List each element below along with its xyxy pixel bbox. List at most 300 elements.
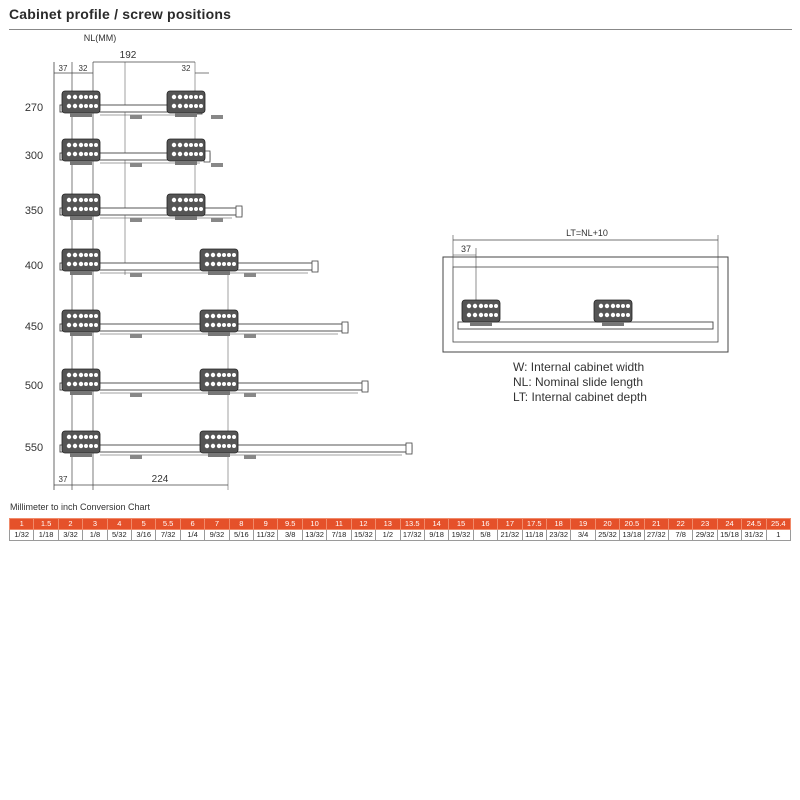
screw-hole: [67, 207, 71, 211]
inch-cell: 3/8: [278, 530, 302, 541]
screw-hole: [67, 152, 71, 156]
screw-hole: [232, 382, 236, 386]
mm-cell: 17.5: [522, 519, 546, 530]
screw-hole: [67, 253, 71, 257]
screw-hole: [227, 382, 231, 386]
screw-hole: [479, 304, 483, 308]
screw-hole: [84, 435, 88, 439]
bracket-foot: [208, 271, 230, 275]
screw-hole: [621, 313, 625, 317]
screw-hole: [94, 314, 98, 318]
dim-label-37b: 37: [58, 475, 68, 484]
screw-hole: [94, 104, 98, 108]
screw-hole: [217, 323, 221, 327]
screw-hole: [73, 382, 77, 386]
screw-hole: [616, 304, 620, 308]
screw-hole: [199, 95, 203, 99]
inch-cell: 29/32: [693, 530, 717, 541]
slide-clip: [130, 115, 142, 119]
screw-hole: [67, 198, 71, 202]
screw-hole: [227, 373, 231, 377]
screw-hole: [67, 262, 71, 266]
mm-cell: 13: [376, 519, 400, 530]
bracket-body: [62, 369, 100, 391]
bracket-foot: [208, 332, 230, 336]
mm-cell: 20.5: [620, 519, 644, 530]
screw-hole: [73, 444, 77, 448]
screw-hole: [89, 152, 93, 156]
mm-cell: 17: [498, 519, 522, 530]
screw-hole: [67, 323, 71, 327]
bracket-foot: [175, 216, 197, 220]
screw-hole: [217, 382, 221, 386]
screw-hole: [84, 373, 88, 377]
screw-hole: [599, 313, 603, 317]
dim-label-224: 224: [151, 474, 169, 485]
inch-cell: 23/32: [546, 530, 570, 541]
rear-bracket: [62, 431, 100, 457]
screw-hole: [172, 95, 176, 99]
screw-hole: [222, 253, 226, 257]
rear-bracket: [62, 194, 100, 220]
mm-cell: 18: [546, 519, 570, 530]
bracket-body: [200, 310, 238, 332]
screw-hole: [484, 304, 488, 308]
bracket-foot: [70, 391, 92, 395]
inch-cell: 1: [766, 530, 790, 541]
screw-hole: [89, 444, 93, 448]
screw-hole: [73, 435, 77, 439]
mm-cell: 5.5: [156, 519, 180, 530]
screw-hole: [222, 382, 226, 386]
screw-hole: [621, 304, 625, 308]
screw-hole: [73, 262, 77, 266]
bracket-body: [167, 194, 205, 216]
front-bracket: [200, 431, 238, 457]
screw-hole: [489, 313, 493, 317]
bracket-body: [62, 310, 100, 332]
screw-hole: [184, 143, 188, 147]
screw-hole: [89, 143, 93, 147]
bracket-foot: [70, 161, 92, 165]
screw-hole: [611, 304, 615, 308]
mm-cell: 1.5: [34, 519, 58, 530]
bracket-foot: [70, 113, 92, 117]
screw-hole: [89, 198, 93, 202]
slide-clip: [244, 455, 256, 459]
bracket-foot: [470, 322, 492, 326]
legend-item-lt: LT: Internal cabinet depth: [513, 390, 647, 404]
cabinet-rear-bracket: [462, 300, 500, 326]
inch-cell: 11/32: [254, 530, 278, 541]
screw-hole: [217, 435, 221, 439]
screw-hole: [189, 95, 193, 99]
mm-cell: 12: [351, 519, 375, 530]
mm-cell: 6: [180, 519, 204, 530]
slide-clip: [244, 334, 256, 338]
dim-label-32: 32: [78, 64, 88, 73]
screw-hole: [616, 313, 620, 317]
screw-hole: [205, 382, 209, 386]
slide-clip: [130, 163, 142, 167]
screw-hole: [79, 198, 83, 202]
screw-hole: [211, 373, 215, 377]
screw-hole: [79, 323, 83, 327]
screw-hole: [222, 373, 226, 377]
slide-row: [25, 194, 242, 222]
screw-hole: [67, 373, 71, 377]
inch-cell: 5/8: [473, 530, 497, 541]
inch-cell: 13/32: [302, 530, 326, 541]
inch-cell: 7/8: [668, 530, 692, 541]
screw-hole: [205, 253, 209, 257]
dim-label-37: 37: [58, 64, 68, 73]
screw-hole: [94, 207, 98, 211]
mm-cell: 16: [473, 519, 497, 530]
screw-hole: [79, 382, 83, 386]
conversion-table: [9, 518, 791, 541]
screw-hole: [222, 323, 226, 327]
screw-hole: [67, 314, 71, 318]
mm-cell: 22: [668, 519, 692, 530]
screw-hole: [211, 444, 215, 448]
screw-hole: [199, 152, 203, 156]
screw-hole: [232, 435, 236, 439]
front-bracket: [200, 249, 238, 275]
screw-hole: [94, 382, 98, 386]
rear-bracket: [62, 139, 100, 165]
inch-cell: 31/32: [742, 530, 766, 541]
screw-hole: [184, 95, 188, 99]
inch-cell: 15/18: [717, 530, 741, 541]
mm-cell: 14: [424, 519, 448, 530]
screw-hole: [84, 262, 88, 266]
screw-hole: [67, 444, 71, 448]
mm-cell: 13.5: [400, 519, 424, 530]
rear-bracket: [62, 310, 100, 336]
inch-cell: 1/32: [10, 530, 34, 541]
screw-hole: [94, 435, 98, 439]
screw-hole: [211, 262, 215, 266]
screw-hole: [94, 262, 98, 266]
bracket-body: [462, 300, 500, 322]
slide-clip: [130, 455, 142, 459]
screw-hole: [84, 382, 88, 386]
screw-hole: [626, 304, 630, 308]
rear-bracket: [62, 91, 100, 117]
screw-hole: [94, 143, 98, 147]
screw-hole: [227, 444, 231, 448]
bracket-foot: [175, 161, 197, 165]
screw-hole: [189, 104, 193, 108]
slide-clip: [130, 218, 142, 222]
screw-hole: [84, 104, 88, 108]
screw-hole: [94, 373, 98, 377]
mm-cell: 5: [132, 519, 156, 530]
screw-hole: [211, 435, 215, 439]
bracket-foot: [208, 453, 230, 457]
slide-clip: [244, 393, 256, 397]
inch-cell: 19/32: [449, 530, 473, 541]
slide-clip: [211, 218, 223, 222]
screw-hole: [189, 143, 193, 147]
bracket-body: [62, 139, 100, 161]
screw-hole: [489, 304, 493, 308]
screw-hole: [605, 313, 609, 317]
inch-cell: 25/32: [595, 530, 619, 541]
screw-hole: [94, 444, 98, 448]
mm-cell: 23: [693, 519, 717, 530]
bracket-body: [62, 249, 100, 271]
offset-label: 37: [460, 244, 472, 254]
screw-hole: [189, 207, 193, 211]
slide-clip: [130, 393, 142, 397]
screw-hole: [232, 444, 236, 448]
screw-hole: [79, 95, 83, 99]
lt-label: LT=NL+10: [566, 228, 608, 238]
rear-bracket: [62, 249, 100, 275]
screw-hole: [467, 313, 471, 317]
legend-item-nl: NL: Nominal slide length: [513, 375, 644, 389]
screw-hole: [84, 323, 88, 327]
cabinet-section: [443, 228, 728, 352]
screw-hole: [194, 207, 198, 211]
mm-cell: 7: [205, 519, 229, 530]
screw-hole: [473, 304, 477, 308]
screw-hole: [94, 253, 98, 257]
screw-hole: [73, 207, 77, 211]
screw-hole: [79, 207, 83, 211]
slide-front-cap: [342, 322, 348, 333]
screw-hole: [194, 198, 198, 202]
inch-cell: 17/32: [400, 530, 424, 541]
screw-hole: [494, 313, 498, 317]
screw-hole: [94, 198, 98, 202]
slide-front-cap: [362, 381, 368, 392]
bracket-foot: [208, 391, 230, 395]
screw-hole: [184, 152, 188, 156]
screw-hole: [194, 152, 198, 156]
screw-hole: [227, 323, 231, 327]
inch-cell: 5/16: [229, 530, 253, 541]
screw-hole: [89, 314, 93, 318]
bracket-foot: [70, 271, 92, 275]
mm-cell: 9: [254, 519, 278, 530]
screw-hole: [205, 435, 209, 439]
bracket-body: [167, 139, 205, 161]
screw-hole: [178, 207, 182, 211]
mm-cell: 21: [644, 519, 668, 530]
bracket-foot: [602, 322, 624, 326]
inch-cell: 3/16: [132, 530, 156, 541]
screw-hole: [227, 253, 231, 257]
slide-row: [25, 139, 223, 167]
inch-cell: 7/18: [327, 530, 351, 541]
slide-clip: [211, 163, 223, 167]
screw-hole: [205, 323, 209, 327]
screw-hole: [79, 435, 83, 439]
inch-cell: 27/32: [644, 530, 668, 541]
screw-hole: [227, 314, 231, 318]
inch-cell: 13/18: [620, 530, 644, 541]
mm-cell: 1: [10, 519, 34, 530]
bracket-foot: [70, 332, 92, 336]
inch-row: [10, 530, 791, 541]
bracket-body: [200, 431, 238, 453]
screw-hole: [89, 207, 93, 211]
screw-hole: [79, 104, 83, 108]
screw-hole: [199, 207, 203, 211]
screw-hole: [89, 435, 93, 439]
inch-cell: 3/32: [58, 530, 82, 541]
inch-cell: 11/18: [522, 530, 546, 541]
screw-hole: [79, 444, 83, 448]
screw-hole: [189, 198, 193, 202]
screw-hole: [205, 373, 209, 377]
mm-cell: 9.5: [278, 519, 302, 530]
mm-cell: 20: [595, 519, 619, 530]
screw-hole: [205, 444, 209, 448]
screw-hole: [172, 104, 176, 108]
inch-cell: 5/32: [107, 530, 131, 541]
screw-hole: [84, 314, 88, 318]
bracket-body: [62, 431, 100, 453]
mm-cell: 3: [83, 519, 107, 530]
screw-hole: [222, 262, 226, 266]
screw-hole: [194, 104, 198, 108]
screw-hole: [73, 323, 77, 327]
screw-hole: [73, 152, 77, 156]
screw-hole: [84, 143, 88, 147]
nl-label: 450: [24, 321, 44, 333]
inch-cell: 21/32: [498, 530, 522, 541]
inch-cell: 7/32: [156, 530, 180, 541]
screw-hole: [184, 207, 188, 211]
screw-hole: [73, 95, 77, 99]
screw-hole: [205, 262, 209, 266]
screw-hole: [232, 323, 236, 327]
screw-hole: [605, 304, 609, 308]
screw-hole: [67, 104, 71, 108]
screw-hole: [217, 444, 221, 448]
slide-row: [25, 310, 348, 338]
bracket-foot: [175, 113, 197, 117]
screw-hole: [79, 262, 83, 266]
screw-hole: [217, 253, 221, 257]
front-bracket: [200, 369, 238, 395]
slide-front-cap: [236, 206, 242, 217]
mm-cell: 24.5: [742, 519, 766, 530]
screw-hole: [67, 435, 71, 439]
nl-label: 550: [24, 442, 44, 454]
screw-hole: [189, 152, 193, 156]
screw-hole: [467, 304, 471, 308]
screw-hole: [484, 313, 488, 317]
cabinet-slide-rail: [458, 322, 713, 329]
nl-label: 400: [24, 260, 44, 272]
mm-cell: 10: [302, 519, 326, 530]
slide-clip: [244, 273, 256, 277]
screw-hole: [178, 198, 182, 202]
screw-hole: [199, 198, 203, 202]
screw-hole: [84, 207, 88, 211]
screw-hole: [217, 373, 221, 377]
slide-row: [25, 431, 412, 459]
dim-label-32b: 32: [181, 64, 191, 73]
screw-hole: [79, 253, 83, 257]
screw-hole: [89, 262, 93, 266]
page-title: Cabinet profile / screw positions: [9, 6, 232, 22]
bracket-body: [200, 369, 238, 391]
bracket-body: [62, 91, 100, 113]
screw-hole: [84, 444, 88, 448]
screw-hole: [73, 253, 77, 257]
inch-cell: 9/18: [424, 530, 448, 541]
screw-hole: [94, 152, 98, 156]
screw-hole: [211, 314, 215, 318]
cabinet-front-bracket: [594, 300, 632, 326]
nl-label: 350: [24, 205, 44, 217]
screw-hole: [232, 253, 236, 257]
screw-hole: [178, 143, 182, 147]
screw-hole: [79, 152, 83, 156]
slide-front-cap: [312, 261, 318, 272]
slide-rows: [25, 91, 412, 459]
front-bracket: [167, 91, 205, 117]
nl-label: 300: [24, 150, 44, 162]
inch-cell: 3/4: [571, 530, 595, 541]
screw-hole: [84, 253, 88, 257]
slide-clip: [130, 273, 142, 277]
screw-hole: [205, 314, 209, 318]
screw-hole: [89, 95, 93, 99]
mm-cell: 8: [229, 519, 253, 530]
screw-hole: [217, 262, 221, 266]
screw-hole: [211, 253, 215, 257]
screw-hole: [232, 314, 236, 318]
bracket-foot: [70, 453, 92, 457]
screw-hole: [178, 104, 182, 108]
front-bracket: [167, 194, 205, 220]
screw-hole: [599, 304, 603, 308]
inch-cell: 1/4: [180, 530, 204, 541]
screw-hole: [79, 143, 83, 147]
screw-hole: [89, 323, 93, 327]
screw-hole: [211, 323, 215, 327]
conversion-chart-title: Millimeter to inch Conversion Chart: [10, 502, 151, 512]
screw-hole: [494, 304, 498, 308]
screw-hole: [84, 198, 88, 202]
bracket-foot: [70, 216, 92, 220]
screw-hole: [172, 143, 176, 147]
slide-clip: [130, 334, 142, 338]
screw-hole: [94, 323, 98, 327]
slide-clip: [211, 115, 223, 119]
nl-label: 500: [24, 380, 44, 392]
dim-label-192: 192: [119, 50, 137, 61]
inch-cell: 1/18: [34, 530, 58, 541]
screw-hole: [217, 314, 221, 318]
screw-hole: [222, 444, 226, 448]
screw-hole: [73, 314, 77, 318]
slide-row: [25, 249, 318, 277]
screw-hole: [178, 152, 182, 156]
screw-hole: [232, 373, 236, 377]
inch-cell: 1/2: [376, 530, 400, 541]
bracket-body: [167, 91, 205, 113]
front-bracket: [200, 310, 238, 336]
bracket-body: [594, 300, 632, 322]
